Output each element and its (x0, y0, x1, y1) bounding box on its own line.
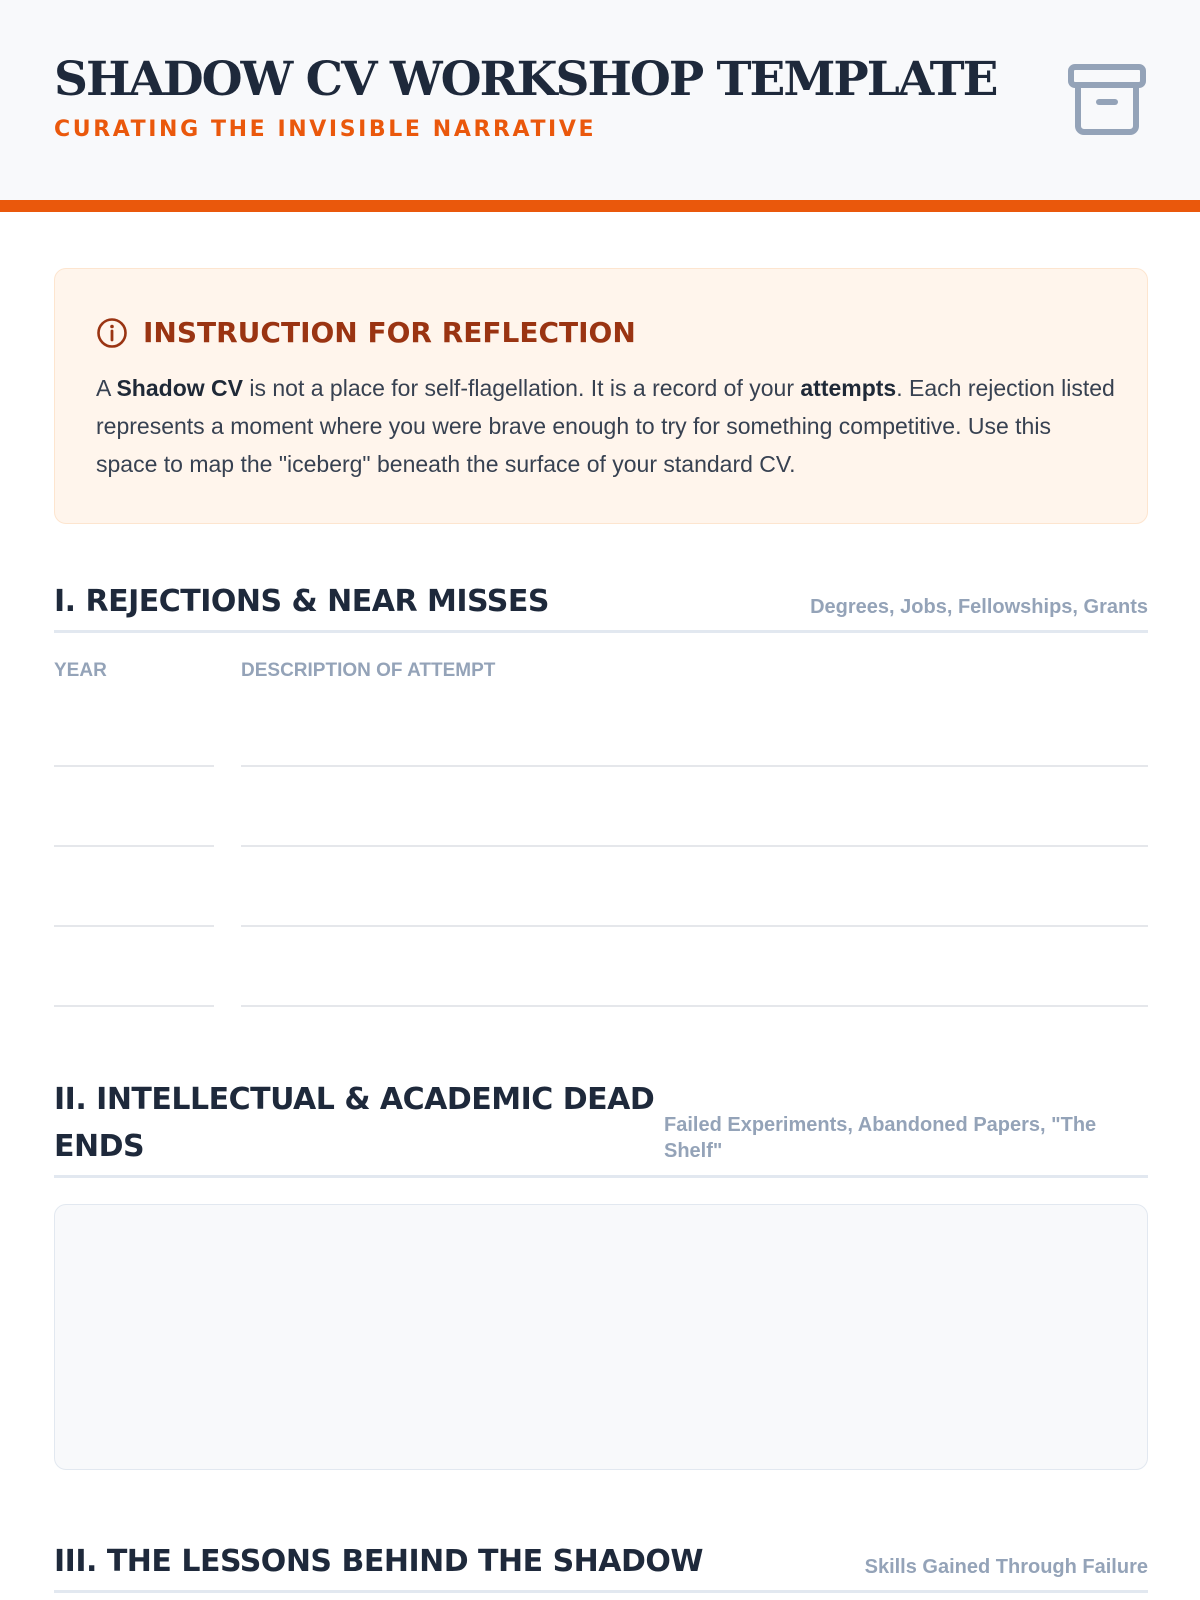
section-dead-ends-tag: Failed Experiments, Abandoned Papers, "The Shelf" (664, 1114, 1097, 1162)
section-rejections-header (54, 576, 1148, 633)
column-header-description: DESCRIPTION OF ATTEMPT (241, 660, 496, 681)
dead-ends-notes-area[interactable] (54, 1204, 1148, 1470)
attempts-term: attempts (800, 375, 897, 401)
instruction-title: INSTRUCTION FOR REFLECTION (143, 316, 636, 349)
section-rejections-tag: Degrees, Jobs, Fellowships, Grants (810, 596, 1148, 618)
shadow-cv-term: Shadow CV (116, 375, 243, 401)
section-lessons-header (54, 1536, 1148, 1593)
section-rejections-title: I. REJECTIONS & NEAR MISSES (54, 584, 550, 619)
page-title: SHADOW CV WORKSHOP TEMPLATE (54, 52, 997, 107)
instruction-callout (54, 268, 1148, 524)
section-lessons-title: III. THE LESSONS BEHIND THE SHADOW (54, 1544, 703, 1579)
year-field-row-1[interactable] (54, 765, 214, 767)
info-icon (96, 317, 128, 349)
description-field-row-1[interactable] (241, 765, 1148, 767)
section-dead-ends-title: II. INTELLECTUAL & ACADEMIC DEAD ENDS (54, 1082, 655, 1164)
section-lessons-tag: Skills Gained Through Failure (864, 1556, 1148, 1578)
instruction-body: A Shadow CV is not a place for self-flagellation. It is a record of your attempts. Each rejection listed represents a moment where you were brave enough to try for something competitive. Use this space to map the "iceberg" beneath the surface of your standard CV. (96, 375, 1115, 477)
year-field-row-2[interactable] (54, 845, 214, 847)
description-field-row-4[interactable] (241, 1005, 1148, 1007)
page-header (0, 0, 1200, 200)
page-subtitle: CURATING THE INVISIBLE NARRATIVE (54, 117, 597, 142)
header-accent-rule (0, 200, 1200, 212)
section-dead-ends-header (54, 1072, 1148, 1178)
year-field-row-4[interactable] (54, 1005, 214, 1007)
year-field-row-3[interactable] (54, 925, 214, 927)
description-field-row-3[interactable] (241, 925, 1148, 927)
archive-icon (1068, 64, 1146, 138)
description-field-row-2[interactable] (241, 845, 1148, 847)
column-header-year: YEAR (54, 660, 107, 681)
